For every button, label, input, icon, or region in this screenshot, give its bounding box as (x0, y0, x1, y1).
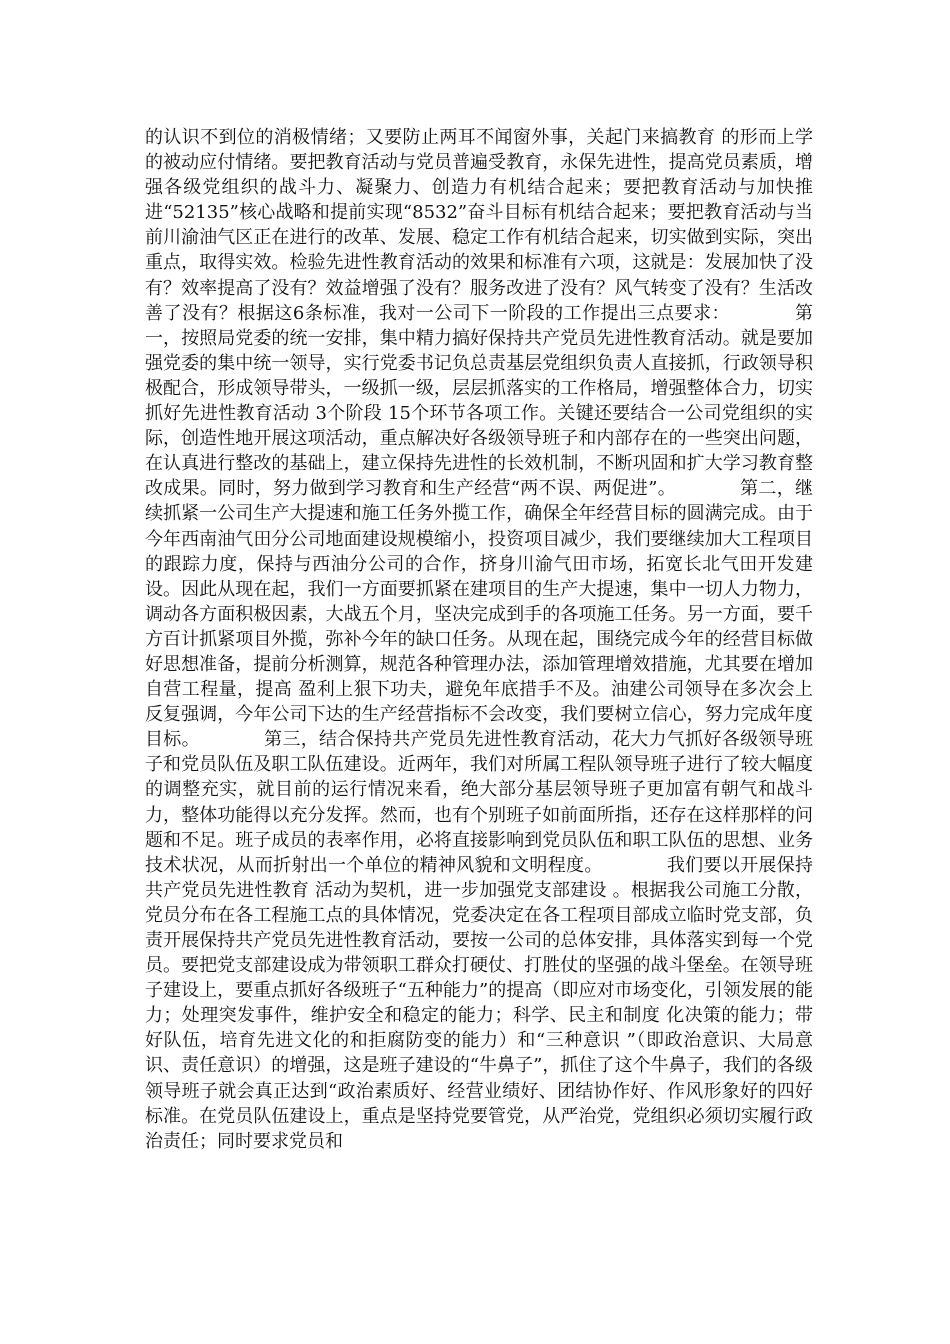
body-paragraph: 的认识不到位的消极情绪；又要防止两耳不闻窗外事，关起门来搞教育 的形而上学的被动应付情绪。要把教育活动与党员普遍受教育，永保先进性，提高党员素质，增强各级党组织的战斗力、凝聚力、创造力有机结合起来；要把教育活动与加快推进“52135”核心战略和提前实现“8532”奋斗目标有机结合起来；要把教育活动与当前川渝油气区正在进行的改革、发展、稳定工作有机结合起来，切实做到实际，突出重点，取得实效。检验先进性教育活动的效果和标准有六项，这就是：发展加快了没有？效率提高了没有？效益增强了没有？服务改进了没有？风气转变了没有？生活改善了没有？根据这6条标准，我对一公司下一阶段的工作提出三点要求： 第一，按照局党委的统一安排，集中精力搞好保持共产党员先进性教育活动。就是要加强党委的集中统一领导，实行党委书记负总责基层党组织负责人直接抓，行政领导积极配合，形成领导带头，一级抓一级，层层抓落实的工作格局，增强整体合力，切实抓好先进性教育活动 3个阶段 15个环节各项工作。关键还要结合一公司党组织的实际，创造性地开展这项活动，重点解决好各级领导班子和内部存在的一些突出问题，在认真进行整改的基础上，建立保持先进性的长效机制，不断巩固和扩大学习教育整改成果。同时，努力做到学习教育和生产经营“两不误、两促进”。 第二，继续抓紧一公司生产大提速和施工任务外揽工作，确保全年经营目标的圆满完成。由于今年西南油气田分公司地面建设规模缩小，投资项目减少，我们要继续加大工程项目的跟踪力度，保持与西油分公司的合作，挤身川渝气田市场，拓宽长北气田开发建设。因此从现在起，我们一方面要抓紧在建项目的生产大提速，集中一切人力物力，调动各方面积极因素，大战五个月，坚决完成到手的各项施工任务。另一方面，要千方百计抓紧项目外揽，弥补今年的缺口任务。从现在起，围绕完成今年的经营目标做好思想准备，提前分析测算，规范各种管理办法，添加管理增效措施，尤其要在增加自营工程量，提高 盈利上狠下功夫，避免年底措手不及。油建公司领导在多次会上反复强调，今年公司下达的生产经营指标不会改变，我们要树立信心，努力完成年度目标。 第三，结合保持共产党员先进性教育活动，花大力气抓好各级领导班子和党员队伍及职工队伍建设。近两年，我们对所属工程队领导班子进行了较大幅度的调整充实，就目前的运行情况来看，绝大部分基层领导班子更加富有朝气和战斗力，整体功能得以充分发挥。然而，也有个别班子如前面所指，还存在这样那样的问题和不足。班子成员的表率作用，必将直接影响到党员队伍和职工队伍的思想、业务技术状况，从而折射出一个单位的精神风貌和文明程度。 我们要以开展保持共产党员先进性教育 活动为契机，进一步加强党支部建设 。根据我公司施工分散，党员分布在各工程施工点的具体情况，党委决定在各工程项目部成立临时党支部，负责开展保持共产党员先进性教育活动，要按一公司的总体安排，具体落实到每一个党员。要把党支部建设成为带领职工群众打硬仗、打胜仗的坚强的战斗堡垒。在领导班子建设上，要重点抓好各级班子“五种能力”的提高（即应对市场变化，引领发展的能力；处理突发事件，维护安全和稳定的能力；科学、民主和制度 化决策的能力；带好队伍，培育先进文化的和拒腐防变的能力）和“三种意识 ”（即政治意识、大局意识、责任意识）的增强，这是班子建设的“牛鼻子”，抓住了这个牛鼻子，我们的各级领导班子就会真正达到“政治素质好、经营业绩好、团结协作好、作风形象好的四好标准。在党员队伍建设上，重点是坚持党要管党，从严治党，党组织必须切实履行政治责任；同时要求党员和 (145, 127, 813, 1152)
